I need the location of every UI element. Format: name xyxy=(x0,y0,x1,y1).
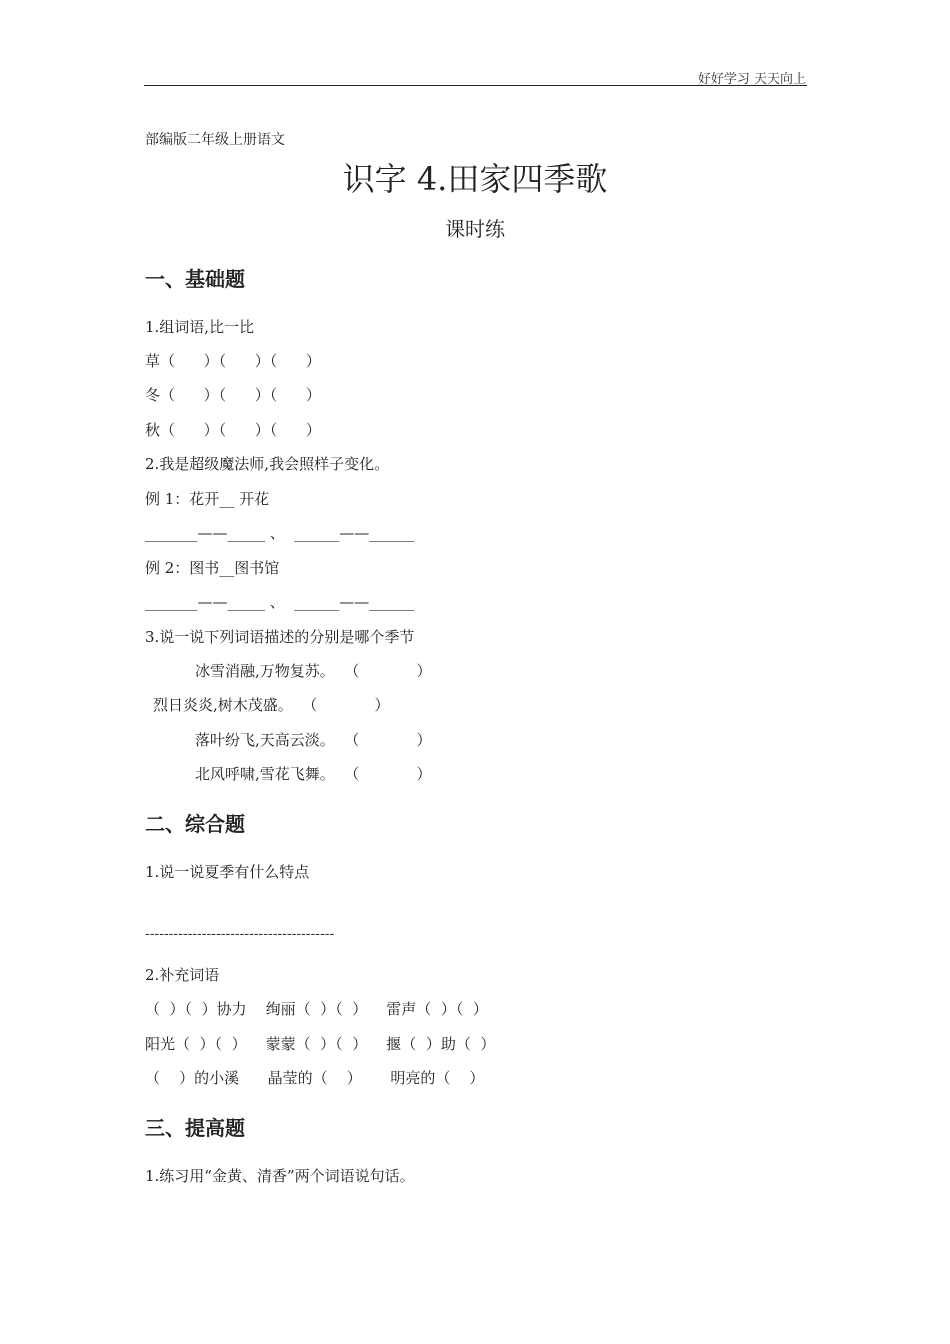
word-group-row: 草（ ）（ ）（ ） xyxy=(145,352,321,370)
answer-line: ---------------------------------------- xyxy=(145,926,335,942)
subject-label: 部编版二年级上册语文 xyxy=(145,132,285,148)
section-heading-basic: 一、基础题 xyxy=(145,267,245,291)
fill-word-row: 阳光（ ）（ ） 蒙蒙（ ）（ ） 揠（ ）助（ ） xyxy=(145,1035,496,1053)
season-item: 冰雪消融,万物复苏。 （ ） xyxy=(195,662,432,680)
example-line: 例 2：图书__图书馆 xyxy=(145,559,280,577)
fill-word-row: （ ）（ ）协力 绚丽（ ）（ ） 雷声（ ）（ ） xyxy=(145,1000,488,1018)
section-heading-comprehensive: 二、综合题 xyxy=(145,812,245,836)
header-motto: 好好学习 天天向上 xyxy=(697,72,806,87)
section-heading-advanced: 三、提高题 xyxy=(145,1116,245,1140)
header-rule xyxy=(144,85,807,86)
season-item: 落叶纷飞,天高云淡。 （ ） xyxy=(195,731,432,749)
example-line: 例 1：花开__ 开花 xyxy=(145,490,270,508)
question-prompt: 1.练习用“金黄、清香”两个词语说句话。 xyxy=(145,1167,415,1185)
question-prompt: 2.补充词语 xyxy=(145,966,220,984)
page-subtitle: 课时练 xyxy=(445,217,505,241)
blank-line: _______——_____ 、 ______——______ xyxy=(145,524,415,542)
word-group-row: 秋（ ）（ ）（ ） xyxy=(145,421,321,439)
word-group-row: 冬（ ）（ ）（ ） xyxy=(145,386,321,404)
question-prompt: 1.组词语,比一比 xyxy=(145,318,255,336)
blank-line: _______——_____ 、 ______——______ xyxy=(145,593,415,611)
question-prompt: 1.说一说夏季有什么特点 xyxy=(145,863,310,881)
season-item: 北风呼啸,雪花飞舞。 （ ） xyxy=(195,765,432,783)
question-prompt: 2.我是超级魔法师,我会照样子变化。 xyxy=(145,455,390,473)
page-title: 识字 4.田家四季歌 xyxy=(342,160,608,198)
fill-word-row: （ ）的小溪 晶莹的（ ） 明亮的（ ） xyxy=(145,1069,485,1087)
question-prompt: 3.说一说下列词语描述的分别是哪个季节 xyxy=(145,628,415,646)
season-item: 烈日炎炎,树木茂盛。 （ ） xyxy=(153,696,390,714)
